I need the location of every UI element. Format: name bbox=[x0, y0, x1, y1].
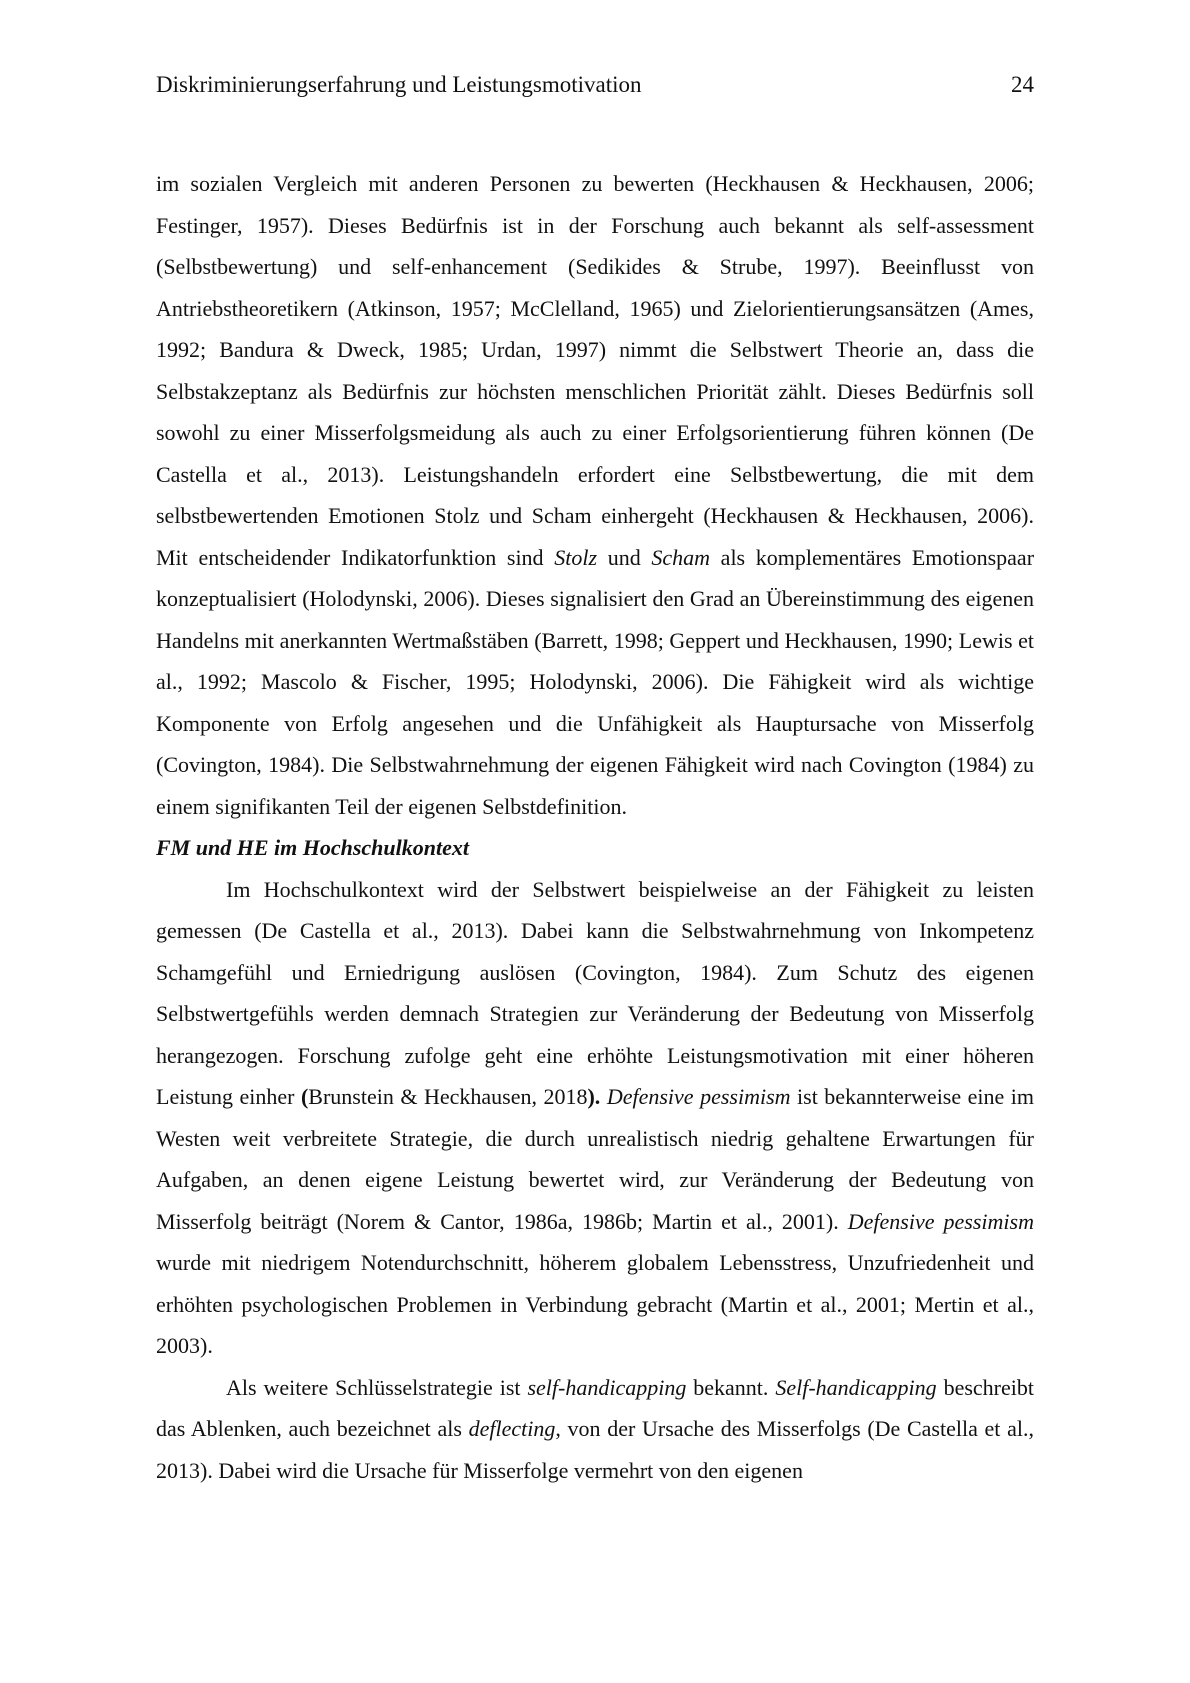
emphasis-text: Defensive pessimism bbox=[606, 1084, 791, 1109]
text-run: im sozialen Vergleich mit anderen Personen zu bewerten (Heckhausen & Heckhausen, 2006; Festinger, 1957). Dieses Bedürfnis ist in der Forschung auch bekannt als self-assessment (Selbstbewertung) und self-enhancement (Sedikides & Strube, 1997). Beeinflusst von Antriebstheoretikern (Atkinson, 1957; McClelland, 1965) und Zielorientierungsansätzen (Ames, 1992; Bandura & Dweck, 1985; Urdan, 1997) nimmt die Selbstwert Theorie an, dass die Selbstakzeptanz als Bedürfnis zur höchsten menschlichen Priorität zählt. Dieses Bedürfnis soll sowohl zu einer Misserfolgsmeidung als auch zu einer Erfolgsorientierung führen können (De Castella et al., 2013). Leistungshandeln erfordert eine Selbstbewertung, die mit dem selbstbewertenden Emotionen Stolz und Scham einhergeht (Heckhausen & Heckhausen, 2006). Mit entscheidender Indikatorfunktion sind bbox=[156, 171, 1034, 570]
text-run: Brunstein & Heckhausen, 2018 bbox=[308, 1084, 588, 1109]
emphasis-text: Defensive pessimism bbox=[847, 1208, 1034, 1234]
body-paragraph bbox=[156, 1367, 1034, 1492]
text-run: ist bekannterweise eine im Westen weit verbreitete Strategie, die durch unrealistisch niedrig gehaltene Erwartungen für Aufgaben, an denen eigene Leistung bewertet wird, zur Veränderung der Bedeutung von Misserfolg beiträgt (Norem & Cantor, 1986a, 1986b; Martin et al., 2001). bbox=[156, 1084, 1035, 1234]
text-run: Als weitere Schlüsselstrategie ist bbox=[226, 1374, 528, 1400]
text-run: beschreibt das Ablenken, auch bezeichnet als bbox=[156, 1374, 1034, 1441]
running-title: Diskriminierungserfahrung und Leistungsmotivation bbox=[156, 72, 642, 97]
page-header bbox=[156, 70, 1034, 100]
emphasis-text: Scham bbox=[651, 544, 711, 570]
page-number: 24 bbox=[1011, 72, 1034, 97]
body-paragraph bbox=[156, 869, 1034, 1367]
text-run: , von der Ursache des Misserfolgs (De Castella et al., 2013). Dabei wird die Ursache für Misserfolge vermehrt von den eigenen bbox=[156, 1416, 1034, 1483]
text-run: Im Hochschulkontext wird der Selbstwert beispielweise an der Fähigkeit zu leisten gemessen (De Castella et al., 2013). Dabei kann die Selbstwahrnehmung von Inkompetenz Schamgefühl und Erniedrigung auslösen (Covington, 1984). Zum Schutz des eigenen Selbstwertgefühls werden demnach Strategien zur Veränderung der Bedeutung von Misserfolg herangezogen. Forschung zufolge geht eine erhöhte Leistungsmotivation mit einer höheren Leistung einher bbox=[156, 876, 1034, 1109]
text-run: und bbox=[597, 544, 652, 570]
text-run: als komplementäres Emotionspaar konzeptualisiert (Holodynski, 2006). Dieses signalisiert den Grad an Übereinstimmung des eigenen Handelns mit anerkannten Wertmaßstäben (Barrett, 1998; Geppert und Heckhausen, 1990; Lewis et al., 1992; Mascolo & Fischer, 1995; Holodynski, 2006). Die Fähigkeit wird als wichtige Komponente von Erfolg angesehen und die Unfähigkeit als Hauptursache von Misserfolg (Covington, 1984). Die Selbstwahrnehmung der eigenen Fähigkeit wird nach Covington (1984) zu einem signifikanten Teil der eigenen Selbstdefinition. bbox=[156, 544, 1035, 819]
text-run: bekannt. bbox=[686, 1374, 776, 1400]
section-heading: FM und HE im Hochschulkontext bbox=[156, 835, 469, 860]
bold-text: ). bbox=[587, 1084, 601, 1109]
bold-text: ( bbox=[300, 1084, 309, 1109]
page-body bbox=[156, 163, 1034, 1491]
text-run: wurde mit niedrigem Notendurchschnitt, höherem globalem Lebensstress, Unzufriedenheit und erhöhten psychologischen Problemen in Verbindung gebracht (Martin et al., 2001; Mertin et al., 2003). bbox=[156, 1250, 1034, 1358]
body-paragraph bbox=[156, 163, 1034, 827]
emphasis-text: deflecting bbox=[468, 1416, 556, 1441]
emphasis-text: Self-handicapping bbox=[775, 1374, 937, 1400]
emphasis-text: Stolz bbox=[554, 544, 598, 570]
emphasis-text: self-handicapping bbox=[527, 1374, 687, 1400]
